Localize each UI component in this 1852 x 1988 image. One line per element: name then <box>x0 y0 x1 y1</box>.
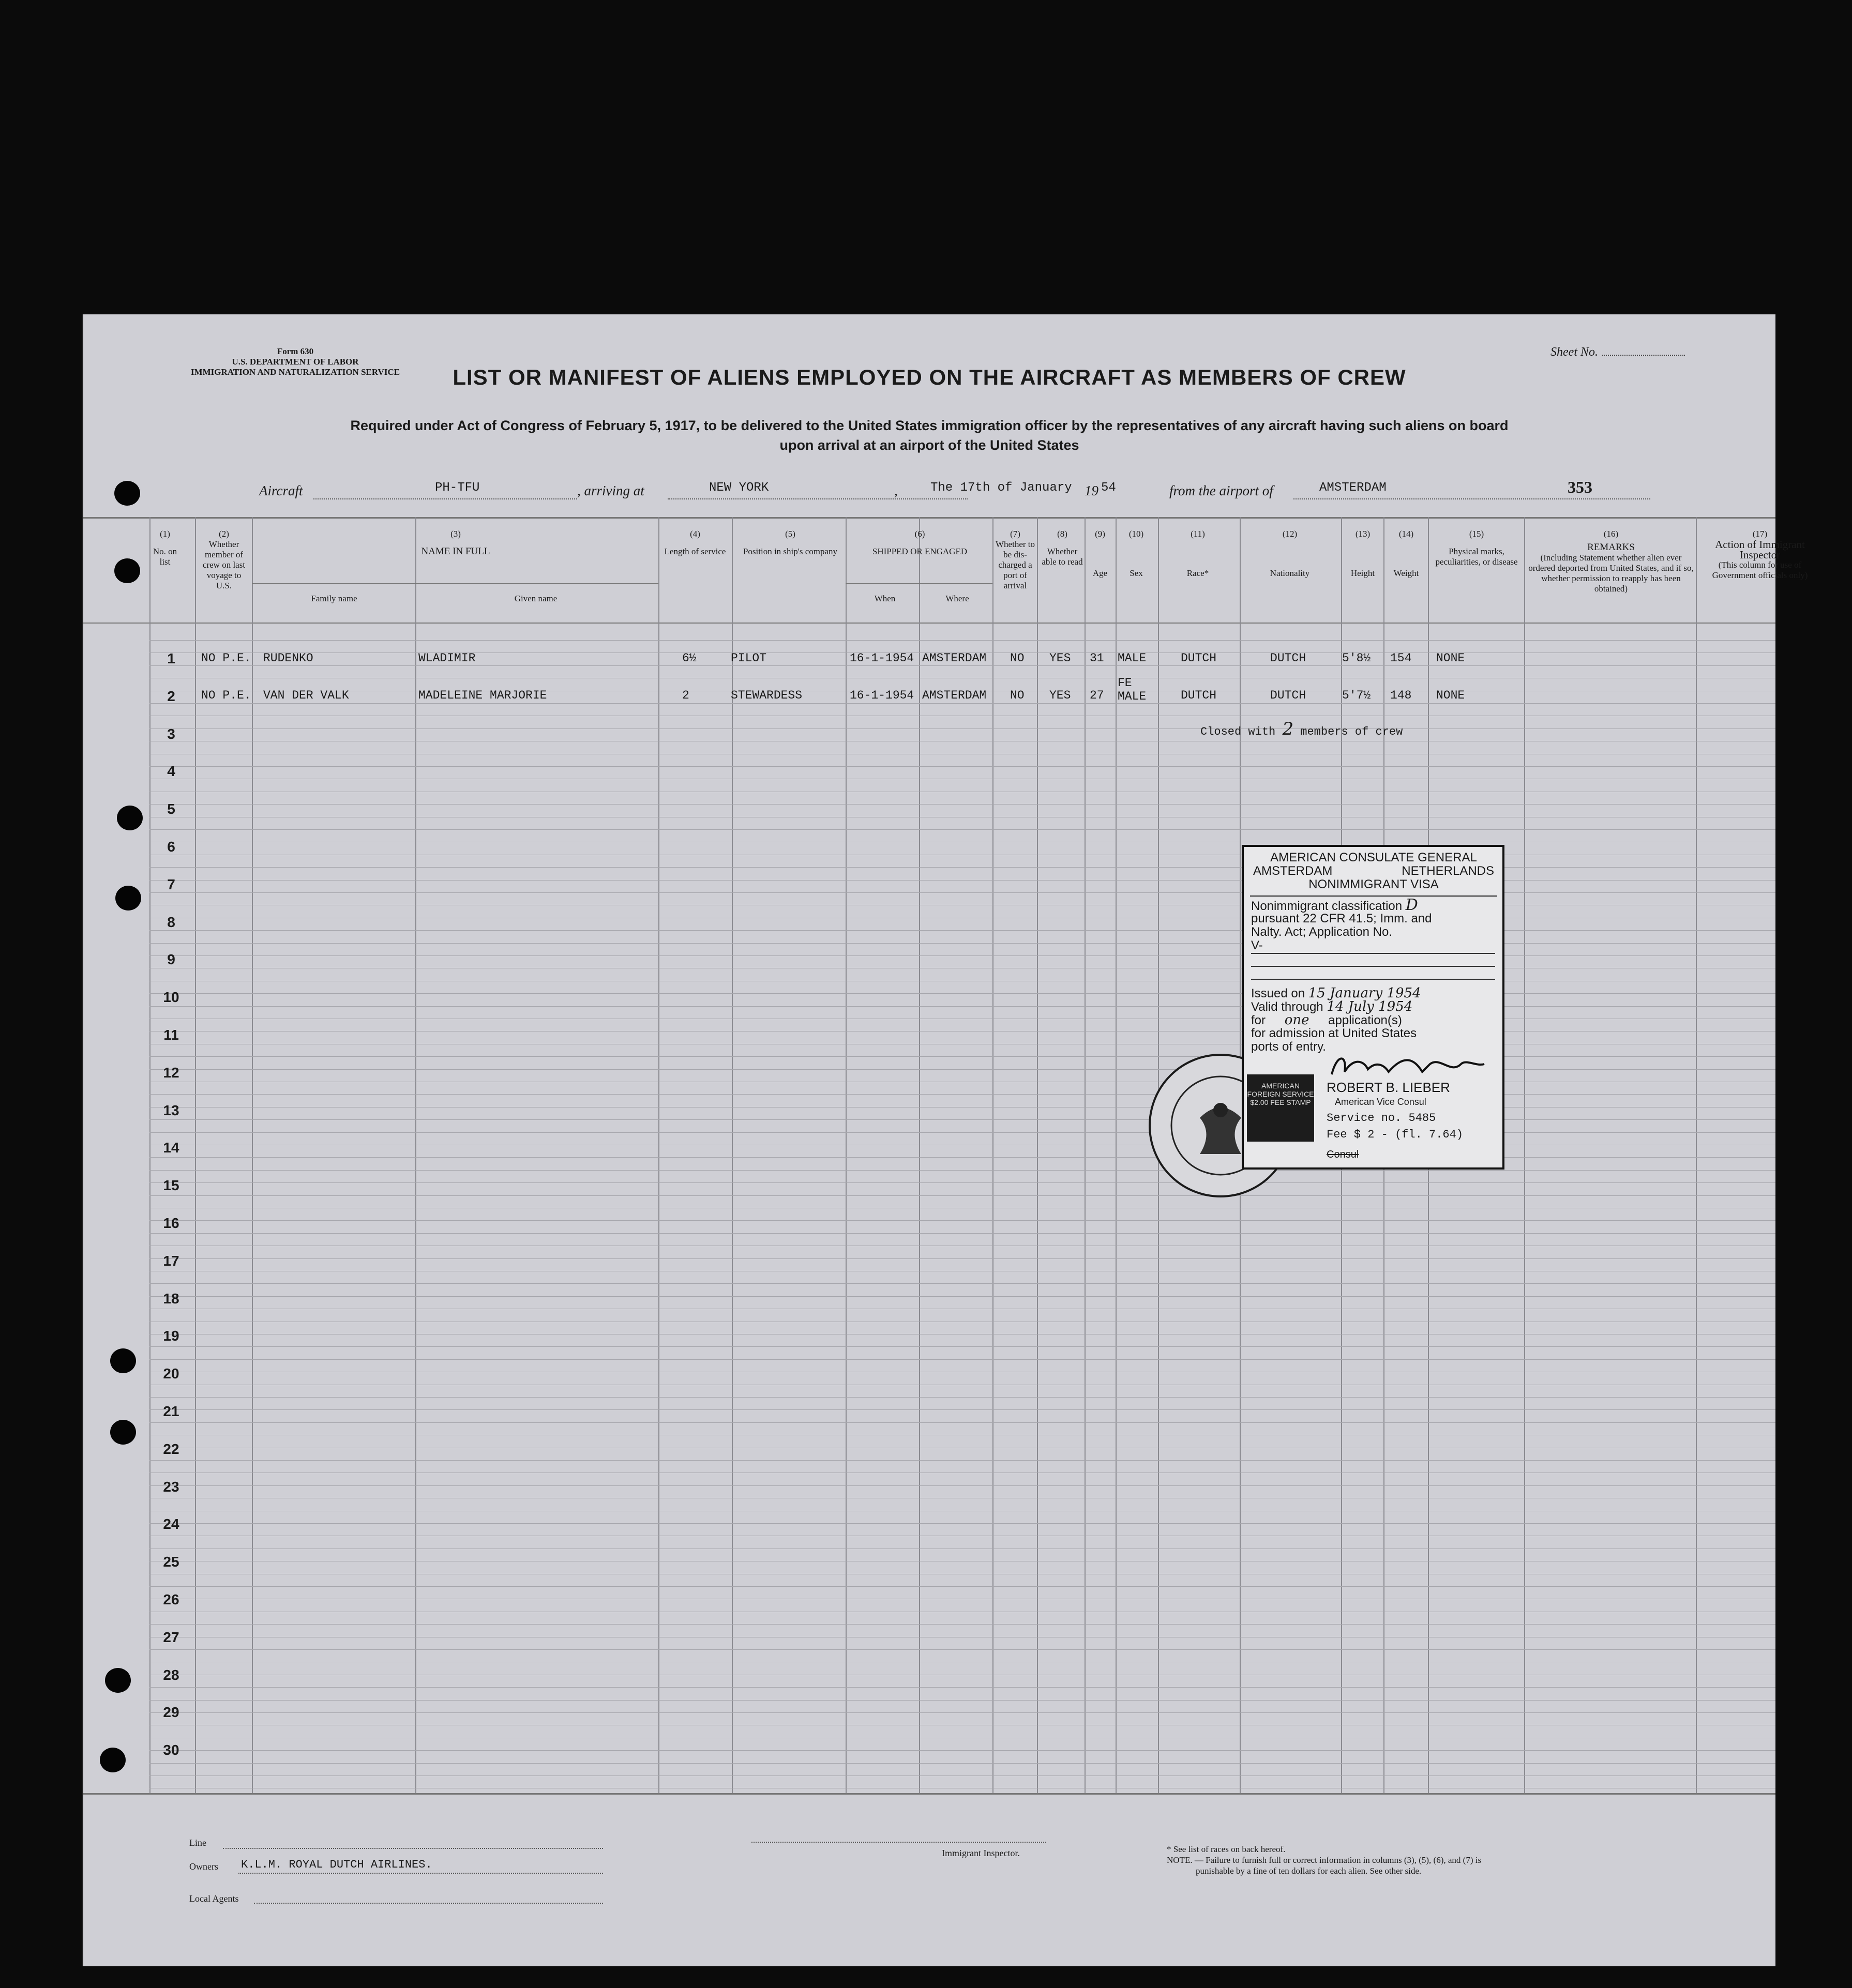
row1-length: 6½ <box>682 651 697 665</box>
row2-height: 5'7½ <box>1342 689 1371 702</box>
ruled-line <box>149 1296 1775 1297</box>
manifest-sheet <box>82 314 1808 1966</box>
consul-name: ROBERT B. LIEBER <box>1327 1080 1450 1095</box>
row2-weight: 148 <box>1390 689 1412 702</box>
ruled-line <box>149 640 1775 641</box>
department: U.S. DEPARTMENT OF LABOR <box>232 357 359 367</box>
row-number: 27 <box>163 1629 179 1645</box>
punch-hole <box>110 1420 136 1445</box>
page-subtitle <box>238 416 1620 455</box>
punch-hole <box>114 558 140 583</box>
ruled-line <box>149 1700 1775 1701</box>
ruled-line <box>149 1119 1775 1120</box>
column-divider <box>1116 517 1117 1793</box>
row-number: 13 <box>163 1102 179 1118</box>
col-header-1: (1) No. on list <box>153 529 177 567</box>
when-subheader: When <box>874 594 896 603</box>
from-label: from the airport of <box>1169 483 1273 498</box>
ruled-line <box>149 1649 1775 1650</box>
ruled-line <box>149 955 1775 956</box>
given-name-subheader: Given name <box>514 594 558 603</box>
row1-given-name: WLADIMIR <box>418 651 476 665</box>
punch-hole <box>105 1668 131 1693</box>
row1-marks: NONE <box>1436 651 1465 665</box>
row1-height: 5'8½ <box>1342 651 1371 665</box>
visa-v: V- <box>1251 938 1263 952</box>
ruled-line <box>149 1069 1775 1070</box>
service: IMMIGRATION AND NATURALIZATION SERVICE <box>190 367 400 377</box>
row-number: 2 <box>167 688 175 704</box>
row1-read: YES <box>1049 651 1071 665</box>
arrival-date: The 17th of January <box>930 481 1072 495</box>
row-number: 11 <box>163 1027 179 1043</box>
col-header-5: (5) Position in ship's company <box>743 529 838 556</box>
column-divider <box>195 517 196 1793</box>
header-subdivider <box>252 583 658 584</box>
visa-act: Nalty. Act; Application No. <box>1251 925 1393 939</box>
visa-for: for one application(s) <box>1251 1012 1402 1028</box>
arriving-label: , arriving at <box>577 483 644 498</box>
row-number: 15 <box>163 1177 179 1193</box>
col-header-13: (13) Height <box>1350 529 1375 578</box>
row2-when: 16-1-1954 <box>850 689 914 702</box>
row-number: 21 <box>163 1403 179 1419</box>
ruled-line <box>149 1233 1775 1234</box>
col-header-16: (16) REMARKS (Including Statement whether alien ever ordered deported from United States, and if so, whether permission to reapply has been obtained) <box>1528 529 1694 594</box>
ruled-line <box>149 766 1775 767</box>
visa-service-number: Service no. 5485 <box>1327 1112 1436 1125</box>
row-number: 14 <box>163 1140 179 1156</box>
column-divider <box>1037 517 1038 1793</box>
row1-family-name: RUDENKO <box>263 651 313 665</box>
visa-stamp <box>1242 845 1504 1170</box>
ruled-line <box>149 1220 1775 1221</box>
row1-race: DUTCH <box>1181 651 1217 665</box>
ruled-line <box>149 1182 1775 1183</box>
consul-title: American Vice Consul <box>1335 1097 1426 1107</box>
col-header-17: (17) Action of Immigrant Inspector (This column for use of Government officials only) <box>1712 529 1808 580</box>
punch-hole <box>117 806 143 830</box>
ruled-line <box>149 1485 1775 1486</box>
row2-age: 27 <box>1090 689 1104 702</box>
row-number: 23 <box>163 1479 179 1495</box>
ruled-line <box>149 930 1775 931</box>
row-number: 30 <box>163 1742 179 1758</box>
visa-admission: for admission at United States <box>1251 1026 1417 1040</box>
ruled-line <box>149 1056 1775 1057</box>
row1-position: PILOT <box>731 651 767 665</box>
column-divider <box>149 517 150 1793</box>
row-number: 22 <box>163 1441 179 1457</box>
subtitle-line-1: Required under Act of Congress of February 5, 1917, to be delivered to the United States immigration officer by the representatives of any aircraft having such aliens on board <box>350 418 1509 433</box>
row2-where: AMSTERDAM <box>922 689 987 702</box>
sheet-number-label: Sheet No. <box>1550 345 1598 359</box>
col-header-15: (15) Physical marks, peculiarities, or disease <box>1435 529 1518 567</box>
col-header-10: (10) Sex <box>1128 529 1144 578</box>
row-number: 26 <box>163 1591 179 1607</box>
ruled-line <box>149 703 1775 704</box>
punch-hole <box>114 481 140 506</box>
line-label: Line <box>189 1838 206 1848</box>
ruled-line <box>149 1775 1775 1776</box>
row1-discharged: NO <box>1010 651 1025 665</box>
ruled-line <box>149 829 1775 830</box>
owners-label: Owners <box>189 1861 218 1872</box>
row2-race: DUTCH <box>1181 689 1217 702</box>
page-number: 353 <box>1568 478 1592 496</box>
row1-when: 16-1-1954 <box>850 651 914 665</box>
date-separator: , <box>894 483 898 498</box>
arriving-value: NEW YORK <box>709 481 769 495</box>
punch-hole <box>100 1748 126 1772</box>
header-subdivider <box>846 583 992 584</box>
row-number: 10 <box>163 989 179 1005</box>
fee-stamp: AMERICAN FOREIGN SERVICE $2.00 FEE STAMP <box>1247 1074 1314 1142</box>
row1-last-voyage: NO P.E. <box>201 651 251 665</box>
visa-fee: Fee $ 2 - (fl. 7.64) <box>1327 1128 1464 1141</box>
row-number: 28 <box>163 1667 179 1683</box>
row-number: 12 <box>163 1065 179 1081</box>
col-header-8: (8) Whether able to read <box>1042 529 1083 567</box>
col-header-9: (9) Age <box>1092 529 1108 578</box>
row-number: 18 <box>163 1291 179 1307</box>
ruled-line <box>149 1586 1775 1587</box>
row-number: 24 <box>163 1516 179 1532</box>
row-number: 6 <box>167 839 175 855</box>
column-divider <box>252 517 253 1793</box>
punch-hole <box>110 1348 136 1373</box>
aircraft-value: PH-TFU <box>435 481 480 495</box>
header-bottom-rule <box>83 623 1775 624</box>
owners-value: K.L.M. ROYAL DUTCH AIRLINES. <box>241 1858 432 1871</box>
ruled-line <box>149 1687 1775 1688</box>
row2-sex: FE MALE <box>1118 676 1147 703</box>
row-number: 9 <box>167 951 175 967</box>
row2-length: 2 <box>682 689 689 702</box>
year-prefix: 19 <box>1085 483 1098 498</box>
row-number: 8 <box>167 914 175 930</box>
col-header-7: (7) Whether to be dis-charged a port of arrival <box>996 529 1035 590</box>
page-title: LIST OR MANIFEST OF ALIENS EMPLOYED ON THE AIRCRAFT AS MEMBERS OF CREW <box>453 365 1406 389</box>
col-header-14: (14) Weight <box>1393 529 1419 578</box>
visa-issued: Issued on 15 January 1954 <box>1251 985 1421 1001</box>
ruled-line <box>149 1170 1775 1171</box>
ruled-line <box>149 665 1775 666</box>
local-agents-label: Local Agents <box>189 1893 239 1904</box>
column-divider <box>919 517 920 1793</box>
ruled-line <box>149 1397 1775 1398</box>
row2-discharged: NO <box>1010 689 1025 702</box>
ruled-line <box>149 1094 1775 1095</box>
footer-note: * See list of races on back hereof. NOTE. — Failure to furnish full or correct information in columns (3), (5), (6), and (7) is punishable by a fine of ten dollars for each alien. See other side. <box>1167 1844 1482 1876</box>
col-header-4: (4) Length of service <box>664 529 726 556</box>
ruled-line <box>149 1409 1775 1410</box>
row-number: 4 <box>167 763 175 779</box>
ruled-line <box>149 1460 1775 1461</box>
table-bottom-rule <box>83 1793 1775 1795</box>
table-top-rule <box>83 517 1775 519</box>
row-number: 7 <box>167 876 175 892</box>
immigrant-inspector-label: Immigrant Inspector. <box>942 1848 1020 1858</box>
ruled-line <box>149 1132 1775 1133</box>
column-divider <box>658 517 659 1793</box>
col-header-11: (11) Race* <box>1186 529 1209 578</box>
row-number: 5 <box>167 801 175 817</box>
column-divider <box>1085 517 1086 1793</box>
ruled-line <box>149 1750 1775 1751</box>
column-divider <box>1696 517 1697 1793</box>
form-number: Form 630 <box>277 346 314 356</box>
row-number: 1 <box>167 650 175 666</box>
row1-sex: MALE <box>1118 651 1147 665</box>
row2-family-name: VAN DER VALK <box>263 689 349 702</box>
where-subheader: Where <box>945 594 969 603</box>
row-number: 29 <box>163 1704 179 1720</box>
row-number: 19 <box>163 1328 179 1344</box>
ruled-line <box>149 1359 1775 1360</box>
column-divider <box>992 517 993 1793</box>
row1-age: 31 <box>1090 651 1104 665</box>
visa-valid: Valid through 14 July 1954 <box>1251 999 1413 1014</box>
ruled-line <box>149 1283 1775 1284</box>
col-header-2: (2) Whether member of crew on last voyage to U.S. <box>202 529 246 590</box>
row-number: 16 <box>163 1215 179 1231</box>
column-divider <box>1524 517 1525 1793</box>
ruled-line <box>149 1006 1775 1007</box>
ruled-line <box>149 1624 1775 1625</box>
closing-note: Closed with 2 members of crew <box>1200 719 1403 739</box>
row2-marks: NONE <box>1436 689 1465 702</box>
visa-ports: ports of entry. <box>1251 1040 1326 1054</box>
row-number: 17 <box>163 1253 179 1269</box>
from-airport: AMSTERDAM <box>1319 481 1387 495</box>
row1-nationality: DUTCH <box>1270 651 1306 665</box>
row1-where: AMSTERDAM <box>922 651 987 665</box>
ruled-line <box>149 1346 1775 1347</box>
column-divider <box>732 517 733 1793</box>
consul-struck: Consul <box>1327 1149 1359 1160</box>
family-name-subheader: Family name <box>311 594 357 603</box>
visa-stamp-header: AMERICAN CONSULATE GENERAL AMSTERDAM NETHERLANDS NONIMMIGRANT VISA <box>1253 851 1494 891</box>
ruled-line <box>149 867 1775 868</box>
row2-read: YES <box>1049 689 1071 702</box>
col-header-3: (3) NAME IN FULL <box>421 529 490 557</box>
year-suffix: 54 <box>1101 481 1116 495</box>
row2-given-name: MADELEINE MARJORIE <box>418 689 547 702</box>
ruled-line <box>149 892 1775 893</box>
subtitle-line-2: upon arrival at an airport of the United States <box>779 437 1079 453</box>
row-number: 20 <box>163 1365 179 1382</box>
row2-last-voyage: NO P.E. <box>201 689 251 702</box>
visa-pursuant: pursuant 22 CFR 41.5; Imm. and <box>1251 912 1432 925</box>
column-divider <box>415 517 416 1793</box>
ruled-line <box>149 1422 1775 1423</box>
aircraft-label: Aircraft <box>259 483 303 498</box>
ruled-line <box>149 1195 1775 1196</box>
visa-classification: Nonimmigrant classification D <box>1251 896 1418 914</box>
ruled-line <box>149 804 1775 805</box>
punch-hole <box>115 886 141 910</box>
row2-position: STEWARDESS <box>731 689 803 702</box>
column-divider <box>846 517 847 1793</box>
ruled-line <box>149 1523 1775 1524</box>
ruled-line <box>149 880 1775 881</box>
ruled-line <box>149 1258 1775 1259</box>
ruled-line <box>149 1712 1775 1713</box>
sheet-number <box>1550 345 1685 359</box>
row2-nationality: DUTCH <box>1270 689 1306 702</box>
row-number: 3 <box>167 726 175 742</box>
col-header-6: (6) SHIPPED OR ENGAGED <box>872 529 968 556</box>
ruled-line <box>149 943 1775 944</box>
row1-weight: 154 <box>1390 651 1412 665</box>
ruled-line <box>149 1763 1775 1764</box>
row-number: 25 <box>163 1554 179 1570</box>
ruled-line <box>149 1157 1775 1158</box>
col-header-12: (12) Nationality <box>1270 529 1310 578</box>
ruled-line <box>149 993 1775 994</box>
